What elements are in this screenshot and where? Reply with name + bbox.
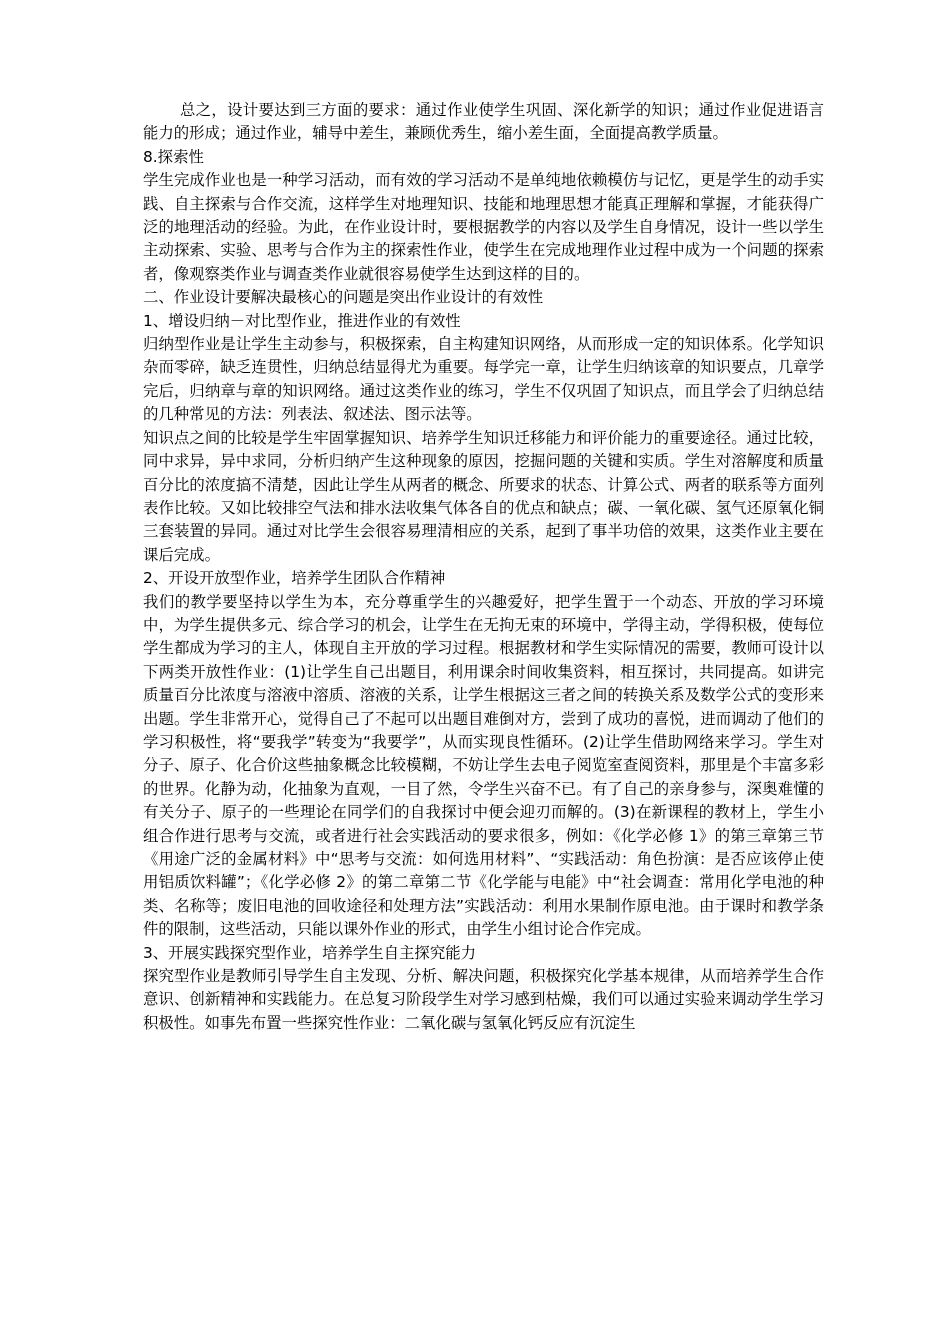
section-heading-exploratory: 8.探索性 <box>143 147 204 166</box>
subheading-practice-inquiry: 3、开展实践探究型作业，培养学生自主探究能力 <box>143 943 476 962</box>
exploratory-paragraph: 学生完成作业也是一种学习活动，而有效的学习活动不是单纯地依赖模仿与记忆，更是学生的动手实践、自主探索与合作交流，这样学生对地理知识、技能和地理思想才能真正理解和掌握，才能获得广泛的地理活动的经验。为此，在作业设计时，要根据教学的内容以及学生自身情况，设计一些以学生主动探索、实验、思考与合作为主的探索性作业，使学生在完成地理作业过程中成为一个问题的探索者，像观察类作业与调查类作业就很容易使学生达到这样的目的。 <box>143 171 824 283</box>
document-page <box>143 99 824 1035</box>
inquiry-paragraph: 探究型作业是教师引导学生自主发现、分析、解决问题，积极探究化学基本规律，从而培养学生合作意识、创新精神和实践能力。在总复习阶段学生对学习感到枯燥，我们可以通过实验来调动学生学习积极性。如事先布置一些探究性作业：二氧化碳与氢氧化钙反应有沉淀生 <box>143 967 824 1032</box>
section-heading-effectiveness: 二、作业设计要解决最核心的问题是突出作业设计的有效性 <box>143 288 544 307</box>
open-homework-paragraph: 我们的教学要坚持以学生为本，充分尊重学生的兴趣爱好，把学生置于一个动态、开放的学习环境中，为学生提供多元、综合学习的机会，让学生在无拘无束的环境中，学得主动，学得积极，使每位学生都成为学习的主人，体现自主开放的学习过程。根据教材和学生实际情况的需要，教师可设计以下两类开放性作业：(1)让学生自己出题目，利用课余时间收集资料，相互探讨，共同提高。如讲完质量百分比浓度与溶液中溶质、溶液的关系，让学生根据这三者之间的转换关系及数学公式的变形来出题。学生非常开心，觉得自己了不起可以出题目难倒对方，尝到了成功的喜悦，进而调动了他们的学习积极性，将“要我学”转变为“我要学”，从而实现良性循环。(2)让学生借助网络来学习。学生对分子、原子、化合价这些抽象概念比较模糊，不妨让学生去电子阅览室查阅资料，那里是个丰富多彩的世界。化静为动，化抽象为直观，一目了然，令学生兴奋不已。有了自己的亲身参与，深奥难懂的有关分子、原子的一些理论在同学们的自我探讨中便会迎刃而解的。(3)在新课程的教材上，学生小组合作进行思考与交流，或者进行社会实践活动的要求很多，例如：《化学必修 1》的第三章第三节《用途广泛的金属材料》中“思考与交流：如何选用材料”、“实践活动：角色扮演：是否应该停止使用铝质饮料罐”；《化学必修 2》的第二章第二节《化学能与电能》中“社会调查：常用化学电池的种类、名称等；废旧电池的回收途径和处理方法”实践活动：利用水果制作原电池。由于课时和教学条件的限制，这些活动，只能以课外作业的形式，由学生小组讨论合作完成。 <box>143 592 824 939</box>
comparison-paragraph: 知识点之间的比较是学生牢固掌握知识、培养学生知识迁移能力和评价能力的重要途径。通过比较，同中求异，异中求同，分析归纳产生这种现象的原因，挖掘问题的关键和实质。学生对溶解度和质量百分比的浓度搞不清楚，因此让学生从两者的概念、所要求的状态、计算公式、两者的联系等方面列表作比较。又如比较排空气法和排水法收集气体各自的优点和缺点；碳、一氧化碳、氢气还原氧化铜三套装置的异同。通过对比学生会很容易理清相应的关系，起到了事半功倍的效果，这类作业主要在课后完成。 <box>143 428 824 564</box>
subheading-open-homework: 2、开设开放型作业，培养学生团队合作精神 <box>143 569 446 588</box>
inductive-paragraph: 归纳型作业是让学生主动参与，积极探索，自主构建知识网络，从而形成一定的知识体系。化学知识杂而零碎，缺乏连贯性，归纳总结显得尤为重要。每学完一章，让学生归纳该章的知识要点，几章学完后，归纳章与章的知识网络。通过这类作业的练习，学生不仅巩固了知识点，而且学会了归纳总结的几种常见的方法：列表法、叙述法、图示法等。 <box>143 335 824 424</box>
summary-paragraph: 总之，设计要达到三方面的要求：通过作业使学生巩固、深化新学的知识；通过作业促进语言能力的形成；通过作业，辅导中差生，兼顾优秀生，缩小差生面，全面提高教学质量。 <box>143 101 824 143</box>
subheading-inductive-comparative: 1、增设归纳－对比型作业，推进作业的有效性 <box>143 311 461 330</box>
